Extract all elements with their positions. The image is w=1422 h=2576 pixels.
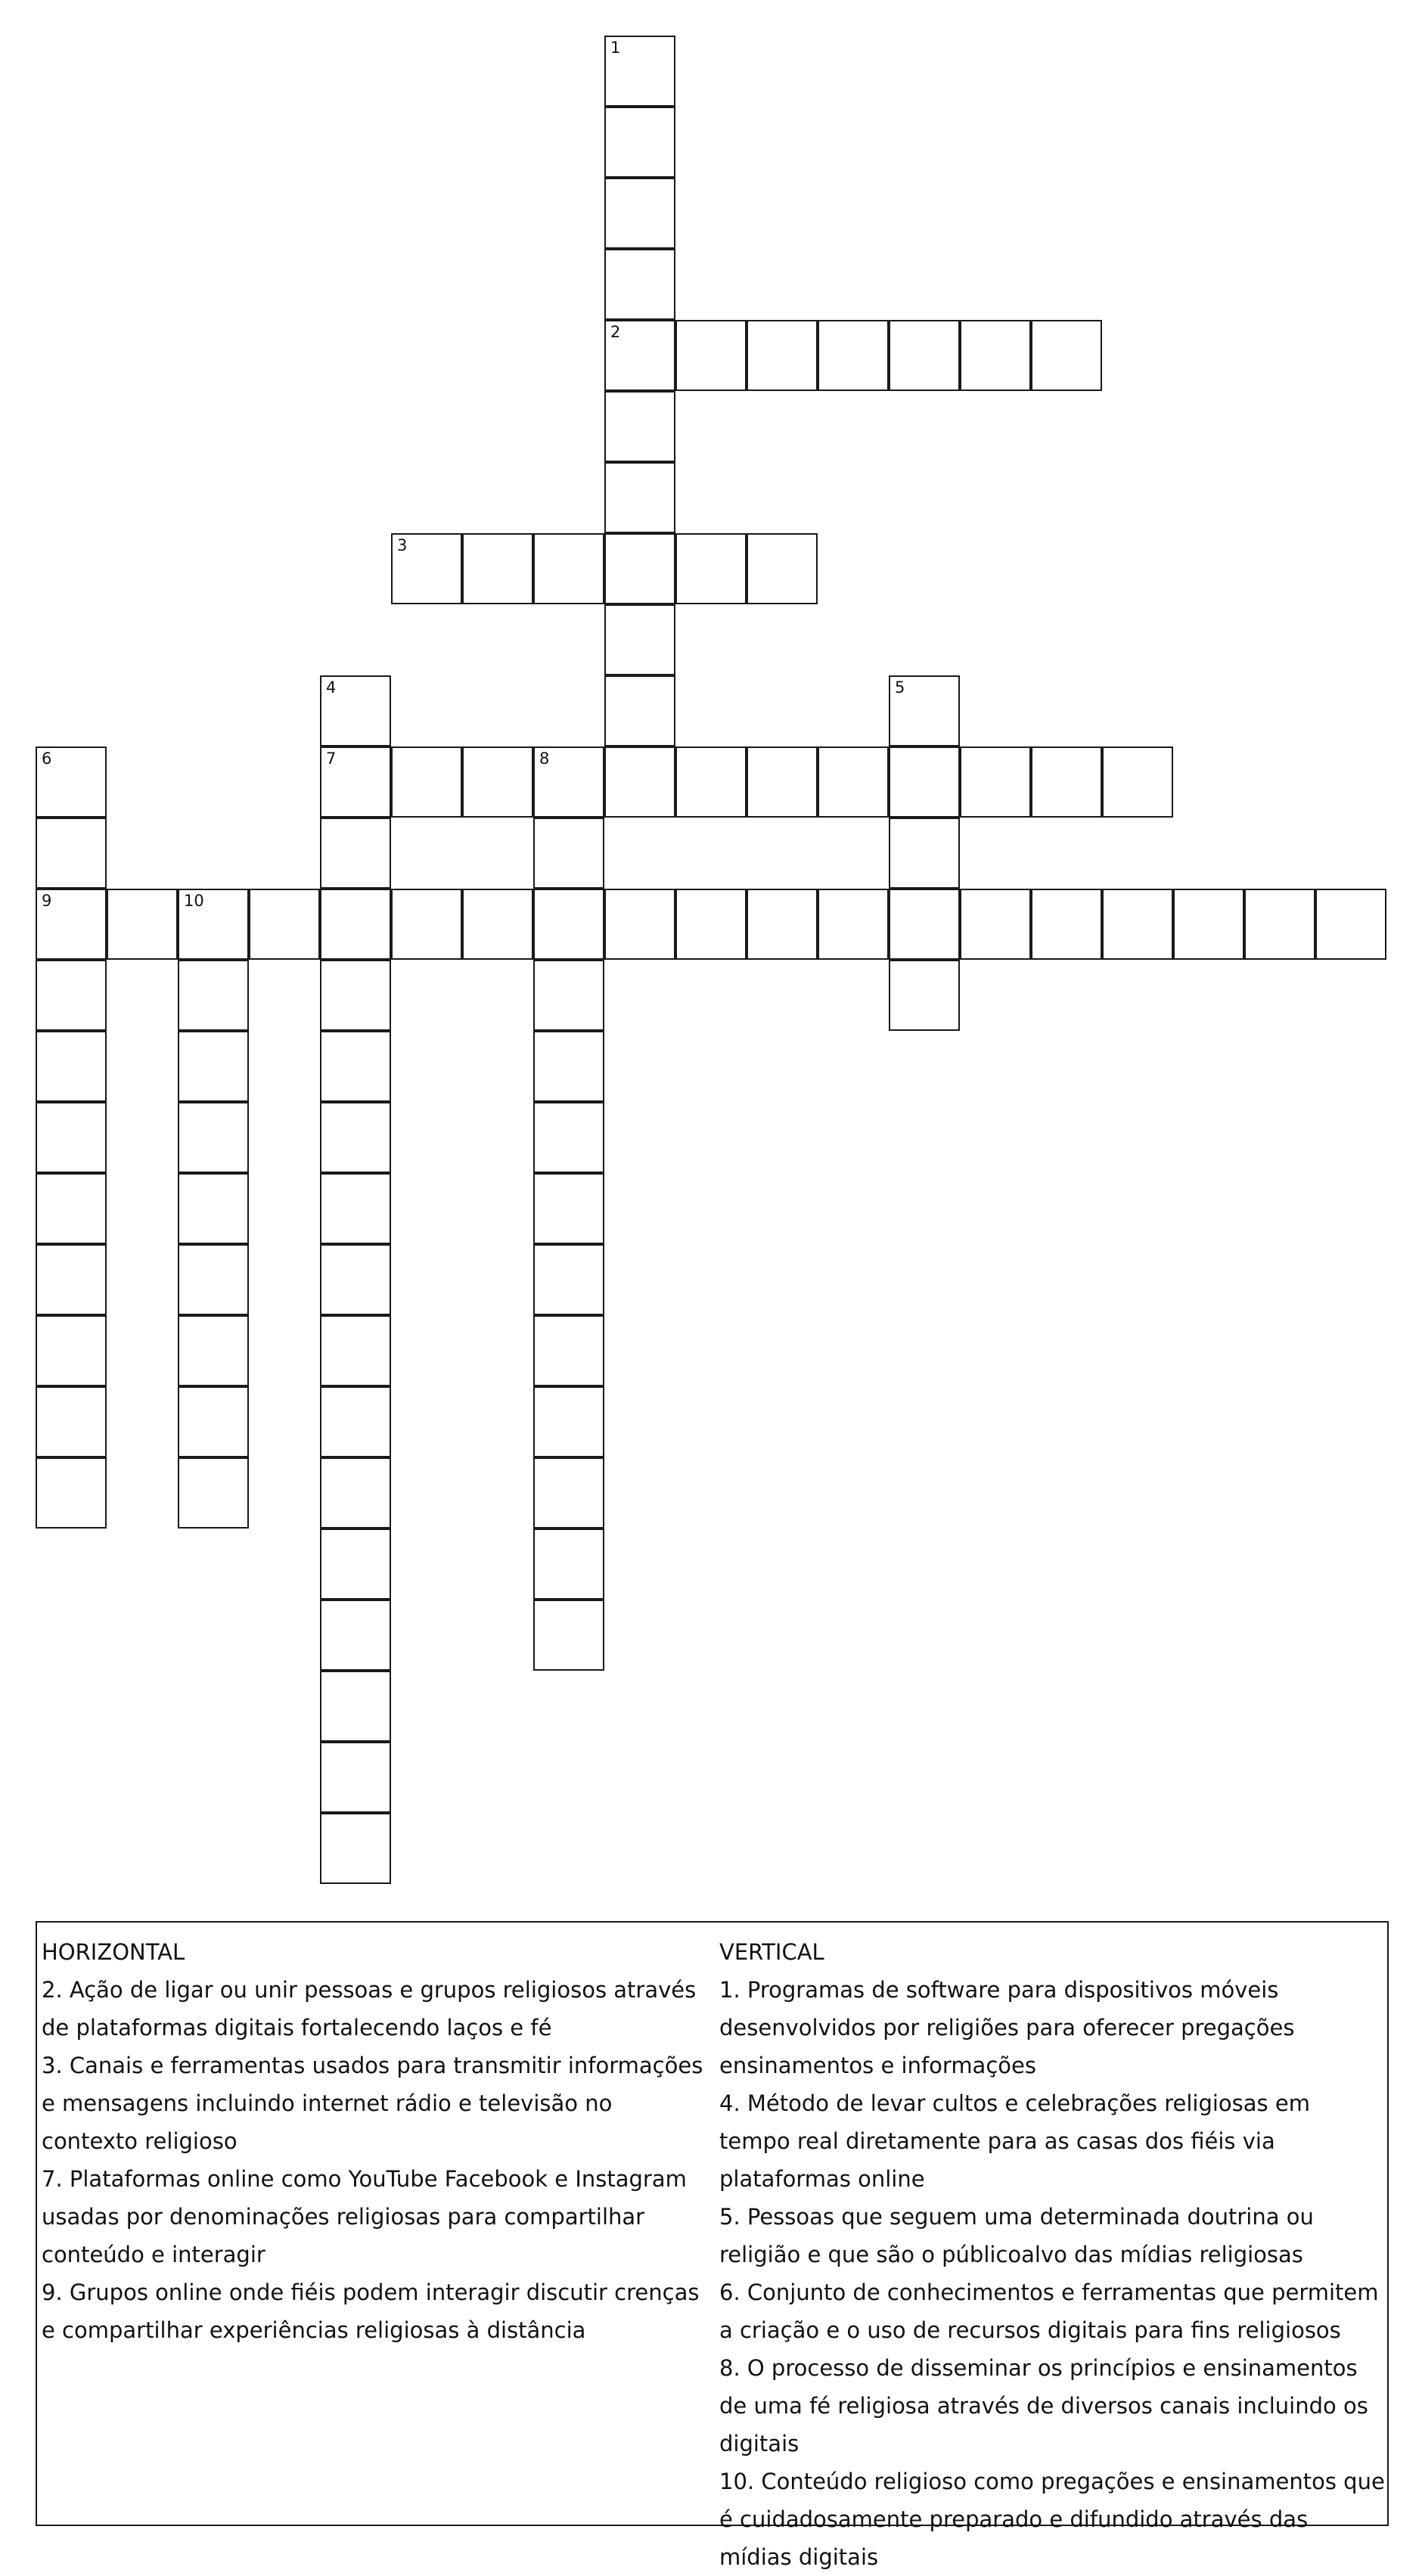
clue-number: 2 xyxy=(610,323,621,341)
crossword-cell[interactable] xyxy=(462,533,533,604)
crossword-cell[interactable] xyxy=(604,675,675,746)
clue-v-4: 4. Método de levar cultos e celebrações religiosas em tempo real diretamente para as casas dos fiéis via plataformas online xyxy=(719,2090,1310,2192)
crossword-cell[interactable] xyxy=(36,1386,107,1457)
crossword-cell[interactable] xyxy=(604,391,675,462)
crossword-cell[interactable] xyxy=(533,1529,604,1600)
crossword-cell[interactable] xyxy=(178,1102,249,1173)
crossword-cell[interactable] xyxy=(533,746,604,818)
crossword-cell[interactable] xyxy=(320,818,391,889)
crossword-cell[interactable] xyxy=(178,1315,249,1386)
clue-number: 10 xyxy=(184,892,204,910)
vertical-clues xyxy=(719,1933,1385,2576)
clue-v-5: 5. Pessoas que seguem uma determinada doutrina ou religião e que são o públicoalvo das mídias religiosas xyxy=(719,2204,1314,2267)
crossword-cell[interactable] xyxy=(36,960,107,1031)
crossword-cell[interactable] xyxy=(1244,889,1315,960)
crossword-cell[interactable] xyxy=(889,746,960,818)
crossword-cell[interactable] xyxy=(533,818,604,889)
crossword-cell[interactable] xyxy=(36,1102,107,1173)
crossword-cell[interactable] xyxy=(320,1742,391,1813)
crossword-cell[interactable] xyxy=(604,249,675,320)
crossword-cell[interactable] xyxy=(604,746,675,818)
crossword-cell[interactable] xyxy=(747,746,818,818)
crossword-cell[interactable] xyxy=(533,1600,604,1671)
clue-h-3: 3. Canais e ferramentas usados para transmitir informações e mensagens incluindo internet rádio e televisão no contexto religioso xyxy=(42,2053,703,2154)
crossword-cell[interactable] xyxy=(391,889,462,960)
crossword-cell[interactable] xyxy=(604,178,675,249)
crossword-cell[interactable] xyxy=(178,1031,249,1102)
crossword-cell[interactable] xyxy=(747,889,818,960)
clue-number: 9 xyxy=(42,892,52,910)
clue-number: 4 xyxy=(326,678,337,697)
clue-h-9: 9. Grupos online onde fiéis podem interagir discutir crenças e compartilhar experiências religiosas à distância xyxy=(42,2280,700,2343)
clue-number: 3 xyxy=(397,536,408,554)
clue-number: 1 xyxy=(610,39,621,57)
crossword-cell[interactable] xyxy=(533,1031,604,1102)
crossword-cell[interactable] xyxy=(320,1529,391,1600)
crossword-cell[interactable] xyxy=(320,1102,391,1173)
crossword-cell[interactable] xyxy=(1315,889,1386,960)
crossword-cell[interactable] xyxy=(1031,746,1102,818)
crossword-cell[interactable] xyxy=(178,1244,249,1315)
crossword-cell[interactable] xyxy=(533,960,604,1031)
crossword-cell[interactable] xyxy=(675,746,747,818)
crossword-cell[interactable] xyxy=(320,1813,391,1884)
crossword-cell[interactable] xyxy=(675,889,747,960)
clue-h-7: 7. Plataformas online como YouTube Facebook e Instagram usadas por denominações religiosas para compartilhar conteúdo e interagir xyxy=(42,2166,687,2267)
clue-number: 8 xyxy=(539,750,550,768)
crossword-cell[interactable] xyxy=(107,889,178,960)
crossword-cell[interactable] xyxy=(320,1671,391,1742)
crossword-cell[interactable] xyxy=(249,889,320,960)
crossword-cell[interactable] xyxy=(320,889,391,960)
crossword-cell[interactable] xyxy=(178,1457,249,1529)
crossword-cell[interactable] xyxy=(36,889,107,960)
crossword-cell[interactable] xyxy=(320,1244,391,1315)
crossword-cell[interactable] xyxy=(391,746,462,818)
crossword-cell[interactable] xyxy=(960,320,1031,391)
vertical-heading: VERTICAL xyxy=(719,1939,824,1965)
crossword-cell[interactable] xyxy=(178,1386,249,1457)
crossword-cell[interactable] xyxy=(604,107,675,178)
crossword-cell[interactable] xyxy=(320,675,391,746)
crossword-cell[interactable] xyxy=(178,889,249,960)
crossword-cell[interactable] xyxy=(36,1244,107,1315)
crossword-cell[interactable] xyxy=(320,1600,391,1671)
crossword-cell[interactable] xyxy=(533,1173,604,1244)
crossword-cell[interactable] xyxy=(533,889,604,960)
crossword-cell[interactable] xyxy=(1102,889,1173,960)
crossword-cell[interactable] xyxy=(533,1386,604,1457)
crossword-cell[interactable] xyxy=(533,1102,604,1173)
crossword-cell[interactable] xyxy=(604,604,675,675)
crossword-cell[interactable] xyxy=(36,746,107,818)
crossword-cell[interactable] xyxy=(36,1031,107,1102)
clue-h-2: 2. Ação de ligar ou unir pessoas e grupos religiosos através de plataformas digitais fortalecendo laços e fé xyxy=(42,1977,697,2041)
crossword-cell[interactable] xyxy=(533,1244,604,1315)
crossword-cell[interactable] xyxy=(391,533,462,604)
crossword-cell[interactable] xyxy=(320,960,391,1031)
clue-v-1: 1. Programas de software para dispositivos móveis desenvolvidos por religiões para oferecer pregações ensinamentos e informações xyxy=(719,1977,1295,2078)
crossword-cell[interactable] xyxy=(178,960,249,1031)
crossword-cell[interactable] xyxy=(889,889,960,960)
crossword-cell[interactable] xyxy=(1031,889,1102,960)
horizontal-heading: HORIZONTAL xyxy=(42,1939,185,1965)
crossword-cell[interactable] xyxy=(533,1315,604,1386)
crossword-cell[interactable] xyxy=(320,1315,391,1386)
crossword-cell[interactable] xyxy=(320,746,391,818)
crossword-cell[interactable] xyxy=(178,1173,249,1244)
crossword-cell[interactable] xyxy=(36,818,107,889)
crossword-cell[interactable] xyxy=(818,746,889,818)
crossword-cell[interactable] xyxy=(818,320,889,391)
crossword-cell[interactable] xyxy=(604,320,675,391)
crossword-cell[interactable] xyxy=(747,320,818,391)
crossword-cell[interactable] xyxy=(960,889,1031,960)
crossword-cell[interactable] xyxy=(1031,320,1102,391)
clue-number: 7 xyxy=(326,750,337,768)
crossword-cell[interactable] xyxy=(675,320,747,391)
crossword-cell[interactable] xyxy=(533,533,604,604)
crossword-cell[interactable] xyxy=(889,675,960,746)
crossword-cell[interactable] xyxy=(36,1173,107,1244)
crossword-cell[interactable] xyxy=(320,1031,391,1102)
crossword-cell[interactable] xyxy=(960,746,1031,818)
crossword-cell[interactable] xyxy=(36,1457,107,1529)
horizontal-clues xyxy=(42,1933,707,2349)
crossword-cell[interactable] xyxy=(36,1315,107,1386)
crossword-cell[interactable] xyxy=(320,1457,391,1529)
crossword-cell[interactable] xyxy=(604,462,675,533)
crossword-cell[interactable] xyxy=(889,960,960,1031)
crossword-cell[interactable] xyxy=(320,1173,391,1244)
clues-panel xyxy=(36,1921,1389,2570)
crossword-cell[interactable] xyxy=(889,320,960,391)
clue-v-10: 10. Conteúdo religioso como pregações e ensinamentos que é cuidadosamente preparado e difundido através das mídias digitais xyxy=(719,2469,1385,2570)
crossword-cell[interactable] xyxy=(462,889,533,960)
crossword-cell[interactable] xyxy=(604,533,675,604)
crossword-cell[interactable] xyxy=(747,533,818,604)
crossword-cell[interactable] xyxy=(462,746,533,818)
clue-v-6: 6. Conjunto de conhecimentos e ferramentas que permitem a criação e o uso de recursos digitais para fins religiosos xyxy=(719,2280,1379,2343)
crossword-cell[interactable] xyxy=(320,1386,391,1457)
crossword-cell[interactable] xyxy=(604,889,675,960)
crossword-cell[interactable] xyxy=(889,818,960,889)
clue-number: 6 xyxy=(42,750,52,768)
crossword-cell[interactable] xyxy=(675,533,747,604)
crossword-cell[interactable] xyxy=(1173,889,1244,960)
crossword-cell[interactable] xyxy=(1102,746,1173,818)
crossword-cell[interactable] xyxy=(533,1457,604,1529)
crossword-cell[interactable] xyxy=(818,889,889,960)
clue-number: 5 xyxy=(895,678,905,697)
crossword-cell[interactable] xyxy=(604,36,675,107)
clue-v-8: 8. O processo de disseminar os princípios e ensinamentos de uma fé religiosa através de diversos canais incluindo os digitais xyxy=(719,2355,1368,2457)
